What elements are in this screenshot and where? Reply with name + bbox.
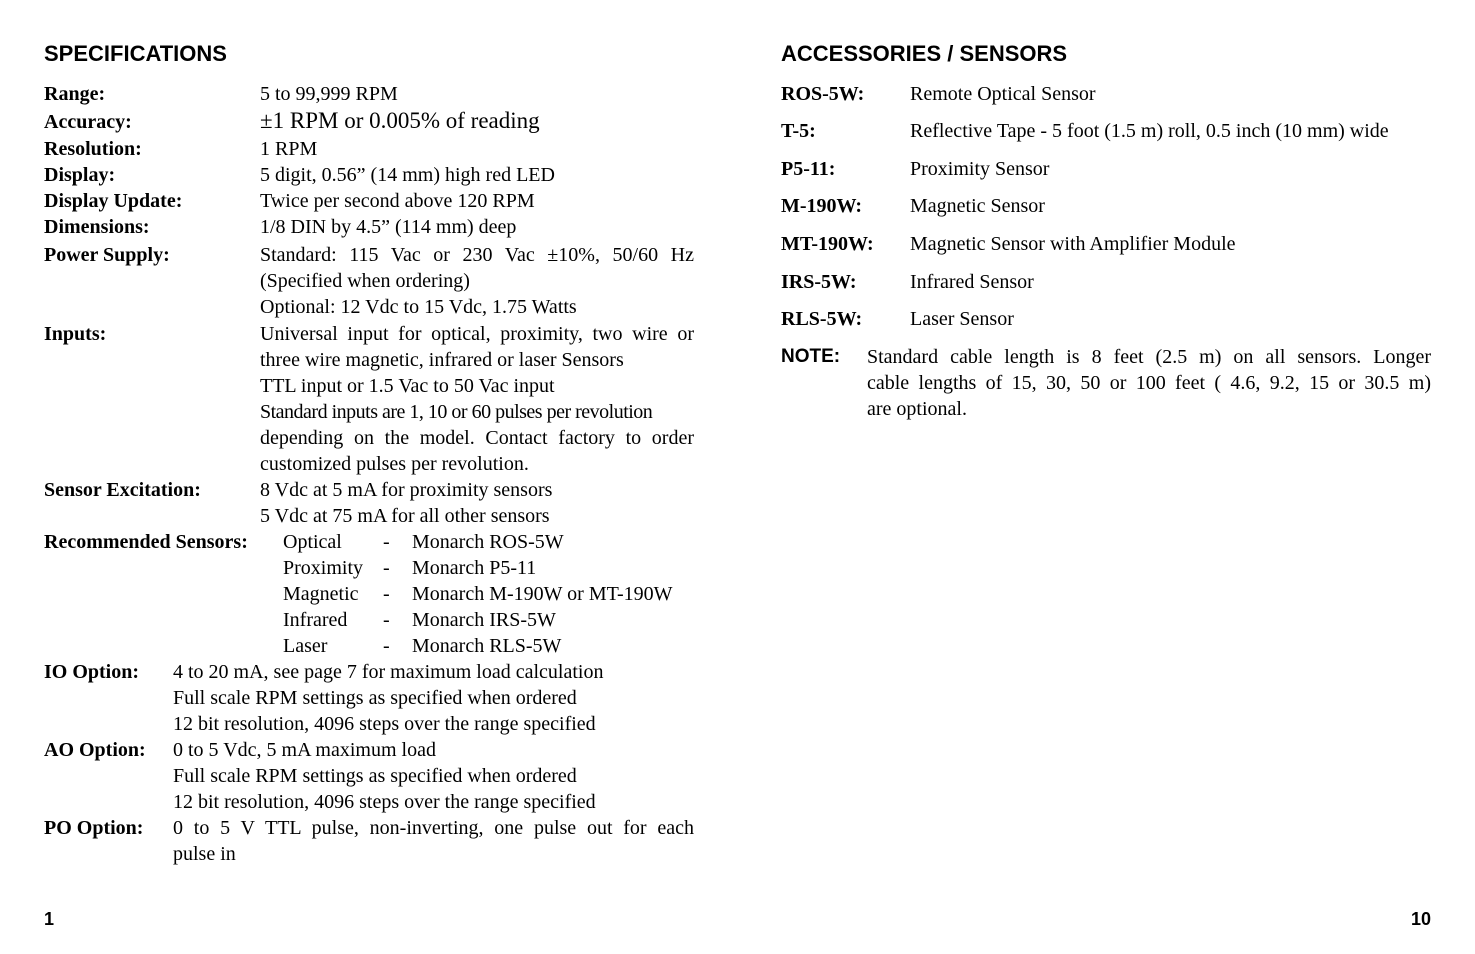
spec-label-inputs: Inputs: (44, 323, 107, 345)
spec-value-power-line: Standard: 115 Vac or 230 Vac ±10%, 50/60 Hz (260, 244, 694, 266)
sensor-dash: - (383, 557, 390, 579)
sensor-dash: - (383, 583, 390, 605)
accessory-code: P5-11: (781, 158, 836, 180)
spec-label-range: Range: (44, 83, 106, 105)
accessory-desc: Proximity Sensor (910, 158, 1050, 180)
note-line: Standard cable length is 8 feet (2.5 m) on all sensors. Longer (867, 346, 1431, 368)
sensor-model: Monarch P5-11 (412, 557, 537, 579)
sensor-type: Laser (283, 635, 328, 657)
spec-value-update: Twice per second above 120 RPM (260, 190, 535, 212)
note-line: are optional. (867, 398, 967, 420)
accessory-desc: Reflective Tape - 5 foot (1.5 m) roll, 0.5 inch (10 mm) wide (910, 120, 1389, 142)
spec-label-update: Display Update: (44, 190, 183, 212)
accessory-desc: Magnetic Sensor with Amplifier Module (910, 233, 1236, 255)
option-label-io: IO Option: (44, 661, 140, 683)
spec-value-display: 5 digit, 0.56” (14 mm) high red LED (260, 164, 555, 186)
option-value-io-line: Full scale RPM settings as specified when ordered (173, 687, 577, 709)
sensor-model: Monarch IRS-5W (412, 609, 556, 631)
sensor-model: Monarch M-190W or MT-190W (412, 583, 673, 605)
spec-value-inputs-line: TTL input or 1.5 Vac to 50 Vac input (260, 375, 555, 397)
sensor-type: Proximity (283, 557, 364, 579)
spec-label-resolution: Resolution: (44, 138, 142, 160)
spec-label-accuracy: Accuracy: (44, 111, 132, 133)
accessory-desc: Magnetic Sensor (910, 195, 1045, 217)
spec-value-excitation-line: 5 Vdc at 75 mA for all other sensors (260, 505, 550, 527)
sensor-type: Infrared (283, 609, 348, 631)
spec-value-accuracy: ±1 RPM or 0.005% of reading (260, 108, 540, 133)
accessory-desc: Laser Sensor (910, 308, 1014, 330)
sensor-model: Monarch RLS-5W (412, 635, 562, 657)
option-value-io-line: 12 bit resolution, 4096 steps over the range specified (173, 713, 596, 735)
sensor-type: Optical (283, 531, 342, 553)
sensor-dash: - (383, 531, 390, 553)
spec-value-dimensions: 1/8 DIN by 4.5” (114 mm) deep (260, 216, 517, 238)
spec-value-power-line: Optional: 12 Vdc to 15 Vdc, 1.75 Watts (260, 296, 577, 318)
option-label-po: PO Option: (44, 817, 144, 839)
spec-label-excitation: Sensor Excitation: (44, 479, 201, 501)
sensor-dash: - (383, 609, 390, 631)
accessory-code: IRS-5W: (781, 271, 857, 293)
page-number: 10 (1410, 909, 1431, 929)
accessory-desc: Infrared Sensor (910, 271, 1034, 293)
accessory-code: ROS-5W: (781, 83, 865, 105)
spec-value-excitation-line: 8 Vdc at 5 mA for proximity sensors (260, 479, 553, 501)
option-label-ao: AO Option: (44, 739, 146, 761)
note-line: cable lengths of 15, 30, 50 or 100 feet ( 4.6, 9.2, 15 or 30.5 m) (867, 372, 1431, 394)
option-value-po-line: 0 to 5 V TTL pulse, non-inverting, one pulse out for each (173, 817, 694, 839)
spec-value-inputs-line: depending on the model. Contact factory to order (260, 427, 694, 449)
accessory-code: T-5: (781, 120, 816, 142)
spec-value-power-line: (Specified when ordering) (260, 270, 470, 292)
option-value-io-line: 4 to 20 mA, see page 7 for maximum load calculation (173, 661, 604, 683)
spec-value-inputs-line: three wire magnetic, infrared or laser Sensors (260, 349, 624, 371)
spec-label-dimensions: Dimensions: (44, 216, 150, 238)
accessory-desc: Remote Optical Sensor (910, 83, 1096, 105)
sensor-model: Monarch ROS-5W (412, 531, 564, 553)
page-heading: SPECIFICATIONS (44, 41, 227, 66)
sensor-dash: - (383, 635, 390, 657)
accessory-code: M-190W: (781, 195, 863, 217)
spec-value-inputs-line: Universal input for optical, proximity, two wire or (260, 323, 694, 345)
spec-value-range: 5 to 99,999 RPM (260, 83, 398, 105)
option-value-ao-line: 0 to 5 Vdc, 5 mA maximum load (173, 739, 436, 761)
spec-value-inputs-line: customized pulses per revolution. (260, 453, 529, 475)
spec-label-power: Power Supply: (44, 244, 170, 266)
recommended-sensors-label: Recommended Sensors: (44, 531, 248, 553)
page-number: 1 (44, 909, 55, 929)
sensor-type: Magnetic (283, 583, 359, 605)
option-value-ao-line: Full scale RPM settings as specified when ordered (173, 765, 577, 787)
accessory-code: MT-190W: (781, 233, 874, 255)
option-value-po-line: pulse in (173, 843, 236, 865)
spec-label-display: Display: (44, 164, 116, 186)
spec-value-resolution: 1 RPM (260, 138, 318, 160)
note-label: NOTE: (781, 346, 841, 367)
accessory-code: RLS-5W: (781, 308, 863, 330)
page-heading: ACCESSORIES / SENSORS (781, 41, 1068, 66)
option-value-ao-line: 12 bit resolution, 4096 steps over the range specified (173, 791, 596, 813)
spec-value-inputs-line: Standard inputs are 1, 10 or 60 pulses per revolution (260, 401, 653, 423)
